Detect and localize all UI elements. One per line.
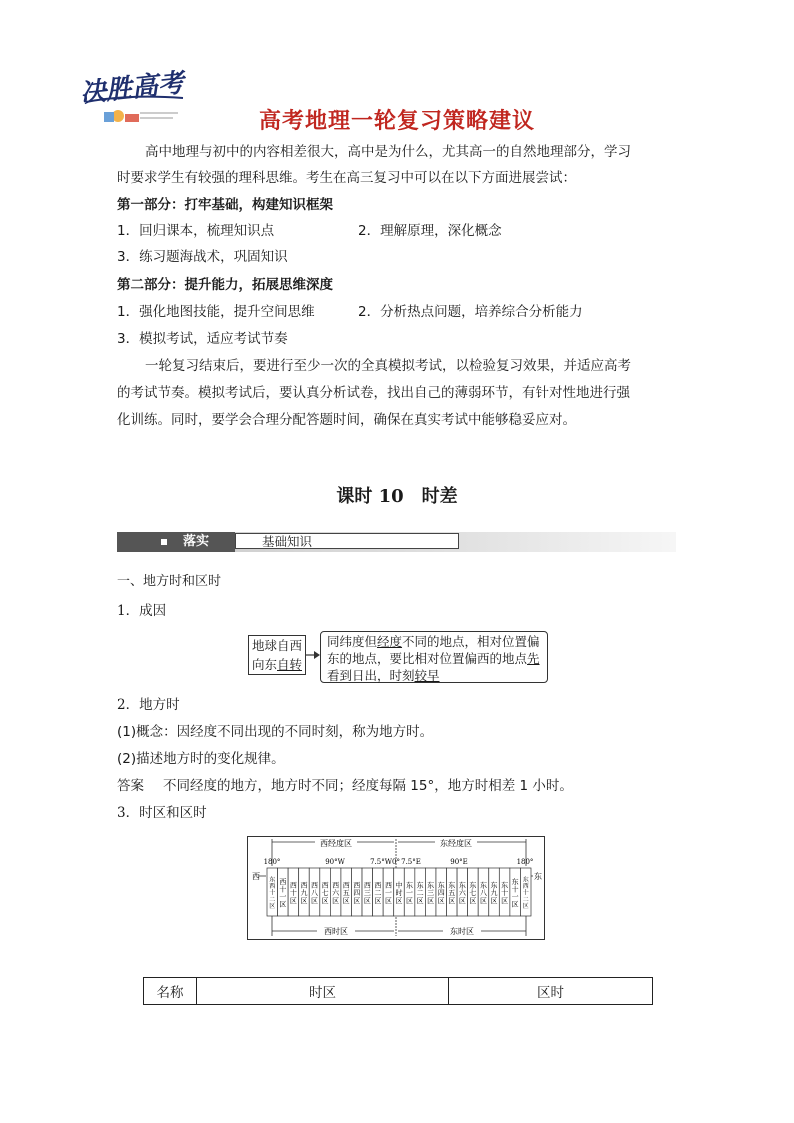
zone-label-char: 五 — [342, 889, 350, 898]
zone-label-char: 西 — [300, 881, 308, 890]
west-label: 西 — [252, 872, 260, 881]
part1-item-2: 2．理解原理，深化概念 — [358, 223, 502, 239]
zone-label-char: 一 — [279, 893, 287, 901]
west-longitude-label: 西经度区 — [320, 839, 352, 848]
cause-right-line-2a: 东的地点，要比相对位置偏西的地点 — [327, 651, 528, 666]
square-icon — [161, 539, 167, 545]
zone-label-char: 区 — [511, 900, 519, 909]
zone-label-char: 区 — [374, 896, 382, 905]
east-zone-label: 东时区 — [450, 927, 474, 936]
time-zones-heading: 3．时区和区时 — [117, 805, 207, 821]
zone-label-char: 区 — [353, 896, 361, 905]
cause-right-line-3a: 看到日出，时刻 — [327, 668, 415, 683]
zone-label-char: 八 — [311, 889, 319, 898]
name-table — [143, 977, 653, 1005]
cause-right-line-2b: 先 — [527, 651, 540, 666]
zone-label-char: 区 — [501, 896, 509, 905]
cause-left-line-1: 地球自西 — [251, 638, 302, 653]
intro-line-2: 时要求学生有较强的理科思维。考生在高三复习中可以在以下方面进展尝试： — [117, 170, 576, 186]
zone-label-char: 东 — [269, 876, 276, 884]
cause-left-line-2b: 自转 — [277, 657, 303, 672]
zone-label-char: 区 — [395, 896, 403, 905]
zone-label-char: 东 — [479, 881, 487, 890]
zone-label-char: 西 — [342, 881, 350, 890]
zone-label-char: 三 — [363, 889, 371, 898]
zone-label-char: 区 — [458, 896, 466, 905]
lesson-title: 课时 10 时差 — [336, 486, 458, 507]
zone-label-char: 西 — [279, 877, 287, 886]
table-header-zone-time: 区时 — [449, 978, 653, 1005]
intro-line-1: 高中地理与初中的内容相差很大，高中是为什么，尤其高一的自然地理部分，学习 — [145, 144, 631, 160]
logo-text: 决胜高考 — [78, 68, 186, 109]
zone-label-char: 二 — [269, 896, 276, 904]
time-zone-diagram — [247, 836, 545, 940]
zone-label-char: 区 — [448, 896, 456, 905]
lon-180-left: 180° — [263, 858, 281, 866]
zone-label-char: 区 — [479, 896, 487, 905]
zone-label-char: 五 — [448, 889, 456, 898]
section-bar — [117, 532, 676, 552]
zone-label-char: 二 — [416, 889, 424, 898]
cause-right-line-1a: 同纬度但 — [327, 634, 378, 649]
zone-label-char: 东 — [511, 877, 519, 886]
zone-label-char: 四 — [437, 889, 445, 898]
zone-label-char: 区 — [416, 896, 424, 905]
zone-label-char: 西 — [384, 881, 392, 890]
east-label: 东 — [534, 872, 542, 881]
zone-label-char: 十 — [289, 889, 297, 898]
cause-right-line-3b: 较早 — [414, 668, 440, 683]
lon-0: 0° — [392, 858, 400, 866]
zone-label-char: 区 — [279, 900, 287, 909]
zone-label-char: 东 — [501, 881, 509, 890]
section1-heading: 一、地方时和区时 — [117, 574, 222, 589]
arrow-right-icon — [306, 649, 320, 661]
lon-7-5e: 7.5°E — [401, 858, 421, 866]
zone-label-char: 区 — [490, 896, 498, 905]
zone-label-char: 区 — [522, 902, 529, 910]
section-bar-light-label: 基础知识 — [235, 533, 459, 549]
zone-label-char: 区 — [437, 896, 445, 905]
part2-heading: 第二部分：提升能力，拓展思维深度 — [117, 277, 333, 293]
table-header-name: 名称 — [144, 978, 197, 1005]
zone-label-char: 东 — [437, 881, 445, 890]
zone-label-char: 九 — [300, 889, 308, 898]
zone-label-char: 东 — [458, 881, 466, 890]
section-bar-dark — [117, 532, 235, 552]
answer-text: 不同经度的地方，地方时不同；经度每隔 15°，地方时相差 1 小时。 — [163, 778, 573, 794]
zone-label-char: 四 — [353, 889, 361, 898]
local-time-concept: (1)概念：因经度不同出现的不同时刻，称为地方时。 — [117, 724, 434, 740]
zone-label-char: 七 — [321, 889, 329, 898]
cause-heading: 1．成因 — [117, 603, 167, 619]
lon-180-right: 180° — [516, 858, 534, 866]
cause-right-box — [320, 631, 548, 683]
zone-label-char: 区 — [384, 896, 392, 905]
lon-90w: 90°W — [325, 858, 345, 866]
part2-item-3: 3．模拟考试，适应考试节奏 — [117, 331, 288, 347]
zone-label-char: 八 — [479, 889, 487, 898]
summary-line-1: 一轮复习结束后，要进行至少一次的全真模拟考试，以检验复习效果，并适应高考 — [145, 358, 631, 374]
zone-label-char: 西 — [363, 881, 371, 890]
zone-label-char: 西 — [311, 881, 319, 890]
zone-label-char: 区 — [342, 896, 350, 905]
cause-left-line-2a: 向东 — [251, 657, 277, 672]
part1-item-3: 3．练习题海战术，巩固知识 — [117, 249, 288, 265]
zone-label-char: 二 — [374, 889, 382, 898]
zone-label-char: 东 — [469, 881, 477, 890]
zone-label-char: 东 — [416, 881, 424, 890]
zone-label-char: 东 — [427, 881, 435, 890]
zone-label-char: 十 — [511, 885, 519, 894]
zone-label-char: 六 — [458, 889, 466, 898]
part1-heading: 第一部分：打牢基础，构建知识框架 — [117, 197, 333, 213]
zone-label-char: 西 — [269, 883, 276, 891]
zone-label-char: 西 — [289, 881, 297, 890]
zone-label-char: 一 — [384, 889, 392, 898]
zone-label-char: 东 — [406, 881, 414, 890]
part2-item-2: 2．分析热点问题，培养综合分析能力 — [358, 304, 583, 320]
lon-90e: 90°E — [450, 858, 468, 866]
east-longitude-label: 东经度区 — [440, 839, 472, 848]
zone-label-char: 西 — [374, 881, 382, 890]
answer-label: 答案 — [117, 778, 144, 794]
zone-label-char: 西 — [353, 881, 361, 890]
zone-label-char: 二 — [522, 896, 529, 904]
part1-item-1: 1．回归课本，梳理知识点 — [117, 223, 275, 239]
zone-label-char: 区 — [469, 896, 477, 905]
zone-label-char: 区 — [363, 896, 371, 905]
zone-label-char: 区 — [269, 902, 276, 910]
cause-left-box — [248, 635, 306, 675]
main-title: 高考地理一轮复习策略建议 — [258, 109, 535, 134]
zone-label-char: 区 — [427, 896, 435, 905]
cause-right-line-1c: 不同的地点，相对位置偏 — [402, 634, 540, 649]
zone-label-char: 一 — [406, 889, 414, 898]
summary-line-2: 的考试节奏。模拟考试后，要认真分析试卷，找出自己的薄弱环节，有针对性地进行强 — [117, 385, 630, 401]
zone-label-char: 十 — [522, 889, 529, 897]
zone-label-char: 三 — [427, 889, 435, 898]
table-row — [144, 978, 653, 1005]
zone-label-char: 区 — [321, 896, 329, 905]
zone-label-char: 十 — [501, 889, 509, 898]
zone-label-char: 东 — [490, 881, 498, 890]
zone-label-char: 时 — [395, 889, 403, 898]
zone-label-char: 区 — [289, 896, 297, 905]
zone-label-char: 东 — [522, 876, 529, 884]
zone-label-char: 一 — [511, 893, 519, 901]
part2-item-1: 1．强化地图技能，提升空间思维 — [117, 304, 315, 320]
zone-label-char: 西 — [522, 883, 529, 891]
cause-right-line-1b: 经度 — [377, 634, 403, 649]
table-header-zone: 时区 — [197, 978, 449, 1005]
zone-label-char: 十 — [269, 889, 276, 897]
zone-label-char: 六 — [332, 889, 340, 898]
section-bar-dark-label: 落实 — [183, 534, 210, 549]
summary-line-3: 化训练。同时，要学会合理分配答题时间，确保在真实考试中能够稳妥应对。 — [117, 412, 576, 428]
local-time-heading: 2．地方时 — [117, 697, 180, 713]
zone-label-char: 区 — [311, 896, 319, 905]
zone-label-char: 七 — [469, 889, 477, 898]
zone-label-char: 区 — [300, 896, 308, 905]
zone-label-char: 九 — [490, 889, 498, 898]
zone-label-char: 西 — [321, 881, 329, 890]
zone-label-char: 西 — [332, 881, 340, 890]
lon-7-5w: 7.5°W — [370, 858, 392, 866]
zone-label-char: 区 — [332, 896, 340, 905]
zone-label-char: 东 — [448, 881, 456, 890]
zone-label-char: 区 — [406, 896, 414, 905]
zone-label-char: 中 — [395, 881, 403, 890]
local-time-rule: (2)描述地方时的变化规律。 — [117, 751, 285, 767]
zone-label-char: 十 — [279, 885, 287, 894]
west-zone-label: 西时区 — [324, 927, 348, 936]
